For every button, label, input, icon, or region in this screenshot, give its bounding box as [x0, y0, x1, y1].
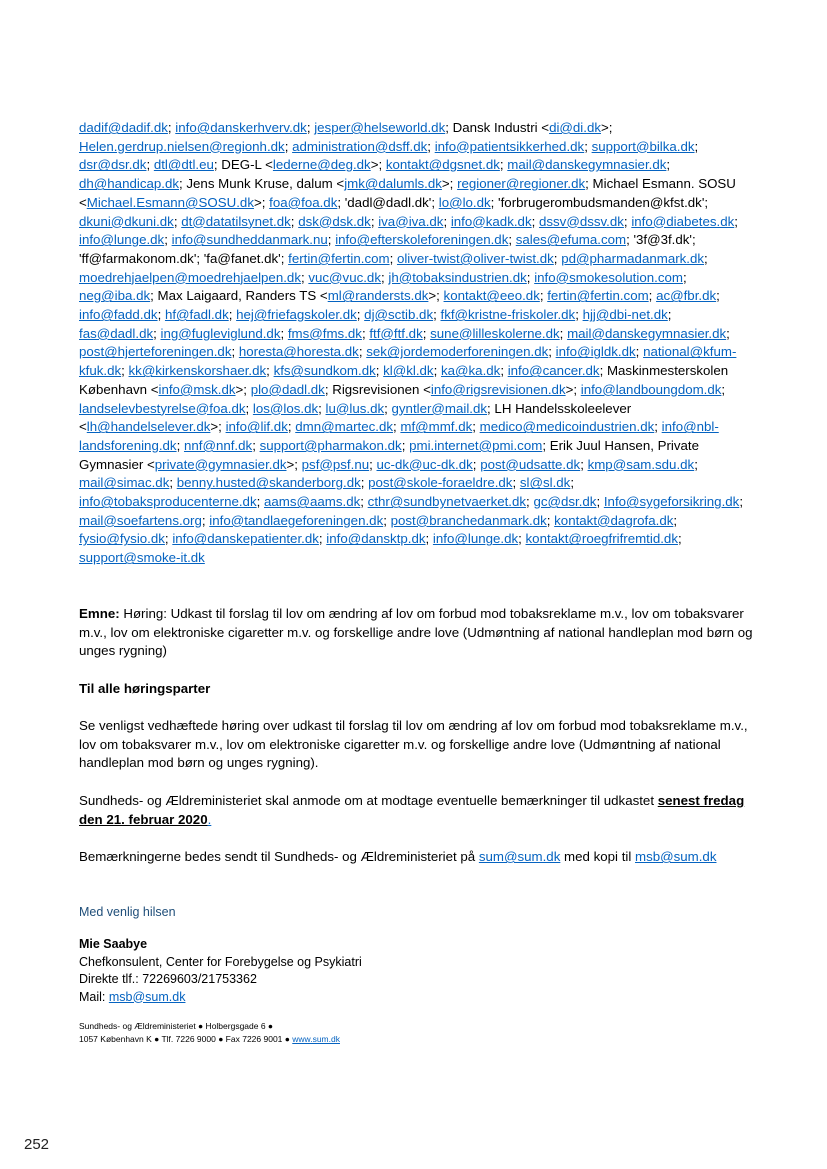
recipient-separator-text: ;: [539, 288, 548, 304]
recipient-email-link[interactable]: support@pharmakon.dk: [259, 437, 402, 453]
recipient-email-link[interactable]: hjj@dbi-net.dk: [582, 307, 668, 323]
footer-line-2: [79, 1033, 340, 1046]
recipient-email-link[interactable]: vuc@vuc.dk: [308, 269, 381, 285]
recipient-email-link[interactable]: private@gymnasier.dk: [154, 456, 287, 472]
recipient-separator-text: ;: [721, 381, 726, 397]
recipient-separator-text: ;: [500, 363, 508, 379]
recipient-email-link[interactable]: national@kfum-kfuk.dk: [79, 344, 737, 379]
recipient-separator-text: >;: [235, 381, 251, 397]
recipient-email-link[interactable]: Info@sygeforsikring.dk: [603, 494, 740, 510]
recipient-email-link[interactable]: info@lunge.dk: [432, 531, 519, 547]
recipient-email-link[interactable]: fas@dadl.dk: [79, 325, 154, 341]
recipient-separator-text: ; Maskinmesterskolen København <: [79, 363, 729, 397]
footer-line-2-text: 1057 København K ● Tlf. 7226 9000 ● Fax 7226 9001 ●: [79, 1034, 293, 1044]
recipient-email-link[interactable]: info@tandlaegeforeningen.dk: [209, 512, 384, 528]
recipient-separator-text: ;: [173, 213, 182, 229]
subject-line: [79, 605, 755, 661]
recipient-email-link[interactable]: info@danskepatienter.dk: [172, 531, 319, 547]
recipient-email-link[interactable]: info@danskerhverv.dk: [175, 120, 307, 135]
page-number: 252: [24, 1136, 50, 1153]
recipient-email-link[interactable]: moedrehjaelpen@moedrehjaelpen.dk: [79, 269, 301, 285]
recipient-separator-text: ; Jens Munk Kruse, dalum <: [179, 176, 345, 192]
recipient-separator-text: ; DEG-L <: [213, 157, 273, 173]
recipient-email-link[interactable]: regioner@regioner.dk: [457, 176, 586, 192]
footer-website-link[interactable]: www.sum.dk: [292, 1034, 340, 1044]
signature: [79, 936, 755, 1006]
recipient-email-link[interactable]: info@patientsikkerhed.dk: [434, 138, 585, 154]
recipient-separator-text: ;: [716, 288, 720, 304]
deadline-period: .: [207, 811, 212, 827]
recipient-email-link[interactable]: mail@soefartens.org: [79, 512, 202, 528]
recipient-email-link[interactable]: mail@danskegymnasier.dk: [567, 325, 727, 341]
recipient-separator-text: ; Michael Esmann. SOSU <: [79, 176, 736, 210]
recipient-email-link[interactable]: dsr@dsr.dk: [79, 157, 147, 173]
recipient-separator-text: ;: [121, 363, 129, 379]
signature-mail-row: [79, 989, 755, 1007]
recipient-email-link[interactable]: kontakt@roegfrifremtid.dk: [525, 531, 678, 547]
recipient-separator-text: ;: [380, 269, 389, 285]
recipient-separator-text: ;: [726, 325, 730, 341]
recipient-email-link[interactable]: administration@dsff.dk: [292, 138, 428, 154]
recipient-email-link[interactable]: lh@handelselever.dk: [86, 419, 211, 435]
recipient-email-link[interactable]: info@smokesolution.com: [534, 269, 683, 285]
body-paragraph-3: [79, 848, 755, 867]
greeting: Til alle høringsparter: [79, 681, 211, 696]
recipient-email-link[interactable]: kontakt@dagrofa.dk: [554, 512, 674, 528]
recipient-separator-text: ;: [146, 157, 154, 173]
recipient-separator-text: ;: [666, 157, 671, 173]
recipient-separator-text: ;: [433, 307, 441, 323]
recipient-email-link[interactable]: info@dansktp.dk: [326, 531, 426, 547]
recipient-separator-text: ;: [358, 344, 367, 360]
recipient-separator-text: ;: [266, 363, 274, 379]
recipient-email-link[interactable]: ml@randersts.dk: [327, 288, 429, 304]
recipient-email-link[interactable]: gyntler@mail.dk: [391, 400, 488, 416]
subject-text: Høring: Udkast til forslag til lov om ændring af lov om forbud mod tobaksreklame m.v., lov om tobaksvarer m.v., lov om elektroniske cigaretter m.v. og forskellige andre love (Udmøntning af national handleplan mod børn og unges rygning): [79, 606, 753, 659]
recipient-email-link[interactable]: info@diabetes.dk: [631, 213, 735, 229]
recipient-email-link[interactable]: fysio@fysio.dk: [79, 531, 165, 547]
recipient-email-link[interactable]: fkf@kristne-friskoler.dk: [440, 307, 576, 323]
recipient-email-link[interactable]: sune@lilleskolerne.dk: [430, 325, 560, 341]
subject-label: Emne:: [79, 606, 120, 621]
recipient-email-link[interactable]: dj@sctib.dk: [364, 307, 434, 323]
recipient-email-link[interactable]: kontakt@eeo.dk: [443, 288, 540, 304]
recipient-email-link[interactable]: sek@jordemoderforeningen.dk: [366, 344, 549, 360]
recipient-separator-text: ;: [546, 512, 555, 528]
recipient-email-link[interactable]: info@rigsrevisionen.dk: [430, 381, 566, 397]
recipient-separator-text: ;: [596, 494, 604, 510]
recipient-separator-text: ;: [370, 213, 379, 229]
recipient-separator-text: ;: [734, 213, 738, 229]
recipient-email-link[interactable]: info@lif.dk: [225, 419, 288, 435]
recipient-separator-text: ;: [164, 531, 173, 547]
recipient-separator-text: ;: [425, 531, 433, 547]
recipient-separator-text: ;: [327, 232, 336, 248]
recipient-separator-text: ;: [361, 325, 370, 341]
recipient-email-link[interactable]: info@nbl-landsforening.dk: [79, 419, 719, 453]
recipient-email-link[interactable]: info@landboungdom.dk: [580, 381, 722, 397]
recipient-separator-text: ;: [389, 250, 397, 266]
recipient-separator-text: >;: [253, 194, 270, 210]
recipient-separator-text: ; '3f@3f.dk'; 'ff@farmakonom.dk'; 'fa@fanet.dk';: [79, 232, 696, 266]
recipient-separator-text: ;: [360, 475, 369, 491]
recipient-separator-text: ;: [176, 437, 184, 453]
recipient-separator-text: ;: [531, 213, 539, 229]
recipient-separator-text: ;: [433, 363, 441, 379]
recipient-separator-text: ; Erik Juul Hansen, Private Gymnasier <: [79, 437, 699, 472]
recipient-separator-text: ;: [287, 419, 296, 435]
recipient-email-link[interactable]: hf@fadl.dk: [164, 307, 229, 323]
recipient-email-link[interactable]: jmk@dalumls.dk: [344, 176, 442, 192]
recipient-separator-text: ;: [580, 456, 588, 472]
recipient-email-link[interactable]: post@skole-foraeldre.dk: [368, 475, 513, 491]
recipient-email-link[interactable]: ka@ka.dk: [440, 363, 501, 379]
recipient-email-link[interactable]: kl@kl.dk: [383, 363, 434, 379]
recipient-separator-text: ;: [677, 531, 682, 547]
recipient-email-link[interactable]: pd@pharmadanmark.dk: [561, 250, 705, 266]
recipient-separator-text: ;: [553, 250, 562, 266]
recipient-email-link[interactable]: post@branchedanmark.dk: [390, 512, 547, 528]
recipient-email-link[interactable]: neg@iba.dk: [79, 288, 151, 304]
recipient-separator-text: ;: [384, 400, 392, 416]
recipient-separator-text: ;: [427, 138, 435, 154]
recipient-separator-text: ;: [252, 437, 260, 453]
recipient-separator-text: ;: [306, 120, 315, 135]
recipient-separator-text: ;: [512, 475, 520, 491]
recipient-email-link[interactable]: sl@sl.dk: [519, 475, 571, 491]
signature-phone: Direkte tlf.: 72269603/21753362: [79, 972, 257, 986]
recipient-separator-text: ;: [739, 494, 744, 510]
recipient-separator-text: ; Dansk Industri <: [445, 120, 550, 135]
recipient-email-link[interactable]: horesta@horesta.dk: [238, 344, 359, 360]
recipient-email-link[interactable]: support@smoke-it.dk: [79, 550, 205, 566]
recipient-separator-text: ; Max Laigaard, Randers TS <: [150, 288, 328, 304]
recipient-email-link[interactable]: ing@fugleviglund.dk: [160, 325, 281, 341]
recipient-email-link[interactable]: dssv@dssv.dk: [538, 213, 624, 229]
recipient-email-link[interactable]: landselevbestyrelse@foa.dk: [79, 400, 246, 416]
recipient-email-link[interactable]: lu@lus.dk: [325, 400, 385, 416]
recipient-email-link[interactable]: kmp@sam.sdu.dk: [587, 456, 695, 472]
closing: Med venlig hilsen: [79, 905, 176, 919]
footer-address: [79, 1020, 340, 1046]
recipient-email-link[interactable]: gc@dsr.dk: [533, 494, 597, 510]
recipient-email-link[interactable]: aams@aams.dk: [264, 494, 361, 510]
recipient-separator-text: ;: [369, 456, 377, 472]
recipient-separator-text: ;: [383, 512, 391, 528]
recipient-separator-text: ;: [164, 232, 172, 248]
copy-text: med kopi til: [560, 849, 635, 864]
recipient-email-link[interactable]: dadif@dadif.dk: [79, 120, 168, 135]
recipient-separator-text: ;: [499, 157, 508, 173]
recipient-email-link[interactable]: dt@datatilsynet.dk: [181, 213, 291, 229]
recipient-separator-text: >;: [428, 288, 444, 304]
recipient-email-link[interactable]: fms@fms.dk: [287, 325, 362, 341]
recipient-email-link[interactable]: info@kadk.dk: [450, 213, 532, 229]
recipient-separator-text: ;: [318, 531, 327, 547]
recipient-separator-text: ;: [518, 531, 526, 547]
recipient-separator-text: ;: [584, 138, 592, 154]
recipient-separator-text: ;: [694, 138, 699, 154]
recipient-email-link[interactable]: cthr@sundbynetvaerket.dk: [367, 494, 527, 510]
recipient-email-link[interactable]: jesper@helseworld.dk: [314, 120, 446, 135]
recipient-separator-text: ;: [667, 307, 672, 323]
recipient-separator-text: ;: [654, 419, 662, 435]
recipient-email-link[interactable]: lederne@deg.dk: [272, 157, 371, 173]
recipient-email-link[interactable]: lo@lo.dk: [438, 194, 491, 210]
recipient-separator-text: ;: [284, 138, 293, 154]
recipient-email-link[interactable]: info@efterskoleforeningen.dk: [335, 232, 509, 248]
recipient-email-link[interactable]: mail@danskegymnasier.dk: [507, 157, 667, 173]
recipient-separator-text: ;: [422, 325, 431, 341]
recipient-separator-text: ;: [356, 307, 365, 323]
recipient-separator-text: >;: [565, 381, 581, 397]
recipient-separator-text: ;: [694, 456, 698, 472]
recipient-email-link[interactable]: info@fadd.dk: [79, 307, 158, 323]
recipient-separator-text: ;: [157, 307, 165, 323]
recipient-separator-text: ;: [360, 494, 368, 510]
recipient-email-link[interactable]: dtl@dtl.eu: [153, 157, 214, 173]
recipient-separator-text: ;: [704, 250, 708, 266]
recipient-email-link[interactable]: info@lunge.dk: [79, 232, 165, 248]
recipient-separator-text: ; Rigsrevisionen <: [324, 381, 431, 397]
recipient-separator-text: ;: [575, 307, 583, 323]
recipient-separator-text: ;: [280, 325, 288, 341]
recipient-separator-text: ;: [570, 475, 575, 491]
recipient-email-link[interactable]: Michael.Esmann@SOSU.dk: [86, 194, 254, 210]
recipient-list: [79, 119, 751, 568]
recipient-email-link[interactable]: uc-dk@uc-dk.dk: [376, 456, 473, 472]
recipient-email-link[interactable]: post@udsatte.dk: [480, 456, 581, 472]
recipient-separator-text: ;: [228, 307, 237, 323]
recipient-separator-text: ;: [153, 325, 161, 341]
sum-email-link[interactable]: sum@sum.dk: [478, 849, 561, 864]
recipient-separator-text: ;: [245, 400, 253, 416]
signature-mail-link[interactable]: msb@sum.dk: [108, 989, 186, 1004]
recipient-separator-text: ;: [169, 475, 177, 491]
signature-name: Mie Saabye: [79, 937, 148, 951]
recipient-email-link[interactable]: info@tobaksproducenterne.dk: [79, 494, 257, 510]
recipient-separator-text: >;: [441, 176, 458, 192]
recipient-separator-text: ;: [526, 494, 534, 510]
recipient-email-link[interactable]: foa@foa.dk: [269, 194, 338, 210]
recipient-separator-text: ; 'dadl@dadl.dk';: [337, 194, 439, 210]
recipient-separator-text: ; 'forbrugerombudsmanden@kfst.dk';: [490, 194, 709, 210]
recipient-separator-text: ;: [201, 512, 210, 528]
recipient-email-link[interactable]: iva@iva.dk: [378, 213, 444, 229]
recipient-email-link[interactable]: los@los.dk: [252, 400, 319, 416]
recipient-email-link[interactable]: info@igldk.dk: [555, 344, 636, 360]
recipient-separator-text: ;: [443, 213, 451, 229]
recipient-separator-text: ;: [673, 512, 678, 528]
recipient-email-link[interactable]: support@bilka.dk: [591, 138, 695, 154]
msb-email-link[interactable]: msb@sum.dk: [635, 849, 717, 864]
recipient-separator-text: ;: [256, 494, 264, 510]
recipient-separator-text: ;: [508, 232, 516, 248]
recipient-email-link[interactable]: info@cancer.dk: [507, 363, 600, 379]
recipient-separator-text: ;: [623, 213, 632, 229]
recipient-email-link[interactable]: kontakt@dgsnet.dk: [385, 157, 500, 173]
recipient-email-link[interactable]: hej@friefagskoler.dk: [236, 307, 357, 323]
recipient-separator-text: >;: [286, 456, 302, 472]
recipient-email-link[interactable]: mail@simac.dk: [79, 475, 170, 491]
recipient-email-link[interactable]: di@di.dk: [549, 120, 601, 135]
recipient-email-link[interactable]: info@msk.dk: [158, 381, 236, 397]
recipient-separator-text: ;: [635, 344, 644, 360]
recipient-email-link[interactable]: oliver-twist@oliver-twist.dk: [396, 250, 554, 266]
recipient-separator-text: ;: [559, 325, 568, 341]
signature-title: Chefkonsulent, Center for Forebygelse og Psykiatri: [79, 954, 362, 969]
recipient-separator-text: ;: [648, 288, 657, 304]
deadline-date: senest fredag den 21. februar 2020: [79, 793, 745, 827]
recipient-separator-text: ;: [472, 419, 480, 435]
signature-mail-label: Mail:: [79, 989, 109, 1004]
recipient-separator-text: ;: [231, 344, 239, 360]
recipient-separator-text: >;: [370, 157, 386, 173]
recipient-separator-text: ;: [401, 437, 410, 453]
recipient-separator-text: ;: [375, 363, 384, 379]
recipient-email-link[interactable]: dkuni@dkuni.dk: [79, 213, 174, 229]
recipient-email-link[interactable]: post@hjerteforeningen.dk: [79, 344, 232, 360]
recipient-separator-text: ;: [682, 269, 687, 285]
recipient-separator-text: ;: [548, 344, 556, 360]
recipient-separator-text: ;: [393, 419, 401, 435]
recipient-email-link[interactable]: pmi.internet@pmi.com: [409, 437, 543, 453]
body-paragraph-2: [79, 792, 755, 829]
recipient-email-link[interactable]: benny.husted@skanderborg.dk: [176, 475, 361, 491]
recipient-email-link[interactable]: kk@kirkenskorshaer.dk: [128, 363, 267, 379]
recipient-email-link[interactable]: jh@tobaksindustrien.dk: [388, 269, 527, 285]
deadline-intro: Sundheds- og Ældreministeriet skal anmode om at modtage eventuelle bemærkninger til udkastet: [79, 793, 658, 808]
recipient-separator-text: ;: [472, 456, 481, 472]
body-paragraph-1: Se venligst vedhæftede høring over udkast til forslag til lov om ændring af lov om forbud mod tobaksreklame m.v., lov om tobaksvarer m.v., lov om elektroniske cigaretter m.v. og forskellige andre love (Udmøntning af national handleplan mod børn og unges rygning).: [79, 718, 748, 771]
recipient-email-link[interactable]: info@sundheddanmark.nu: [171, 232, 328, 248]
send-intro: Bemærkningerne bedes sendt til Sundheds- og Ældreministeriet på: [79, 849, 479, 864]
recipient-separator-text: ;: [167, 120, 176, 135]
recipient-email-link[interactable]: plo@dadl.dk: [250, 381, 325, 397]
recipient-email-link[interactable]: fertin@fertin.com: [288, 250, 390, 266]
recipient-email-link[interactable]: mf@mmf.dk: [400, 419, 473, 435]
recipient-email-link[interactable]: Helen.gerdrup.nielsen@regionh.dk: [79, 138, 285, 154]
recipient-separator-text: ;: [318, 400, 326, 416]
recipient-email-link[interactable]: fertin@fertin.com: [547, 288, 649, 304]
recipient-email-link[interactable]: medico@medicoindustrien.dk: [479, 419, 655, 435]
recipient-separator-text: ;: [526, 269, 535, 285]
recipient-email-link[interactable]: dh@handicap.dk: [79, 176, 179, 192]
recipient-email-link[interactable]: kfs@sundkom.dk: [273, 363, 376, 379]
footer-line-1: Sundheds- og Ældreministeriet ● Holbergsgade 6 ●: [79, 1021, 274, 1031]
recipient-separator-text: >;: [601, 120, 613, 135]
recipient-separator-text: ;: [300, 269, 309, 285]
recipient-email-link[interactable]: dsk@dsk.dk: [298, 213, 371, 229]
recipient-separator-text: ;: [290, 213, 299, 229]
recipient-separator-text: ; LH Handelsskoleelever <: [79, 400, 632, 435]
recipient-email-link[interactable]: dmn@martec.dk: [295, 419, 393, 435]
recipient-separator-text: >;: [210, 419, 226, 435]
recipient-email-link[interactable]: ftf@ftf.dk: [369, 325, 423, 341]
recipient-email-link[interactable]: nnf@nnf.dk: [183, 437, 253, 453]
recipient-email-link[interactable]: sales@efuma.com: [515, 232, 627, 248]
recipient-email-link[interactable]: ac@fbr.dk: [656, 288, 717, 304]
recipient-email-link[interactable]: psf@psf.nu: [301, 456, 370, 472]
